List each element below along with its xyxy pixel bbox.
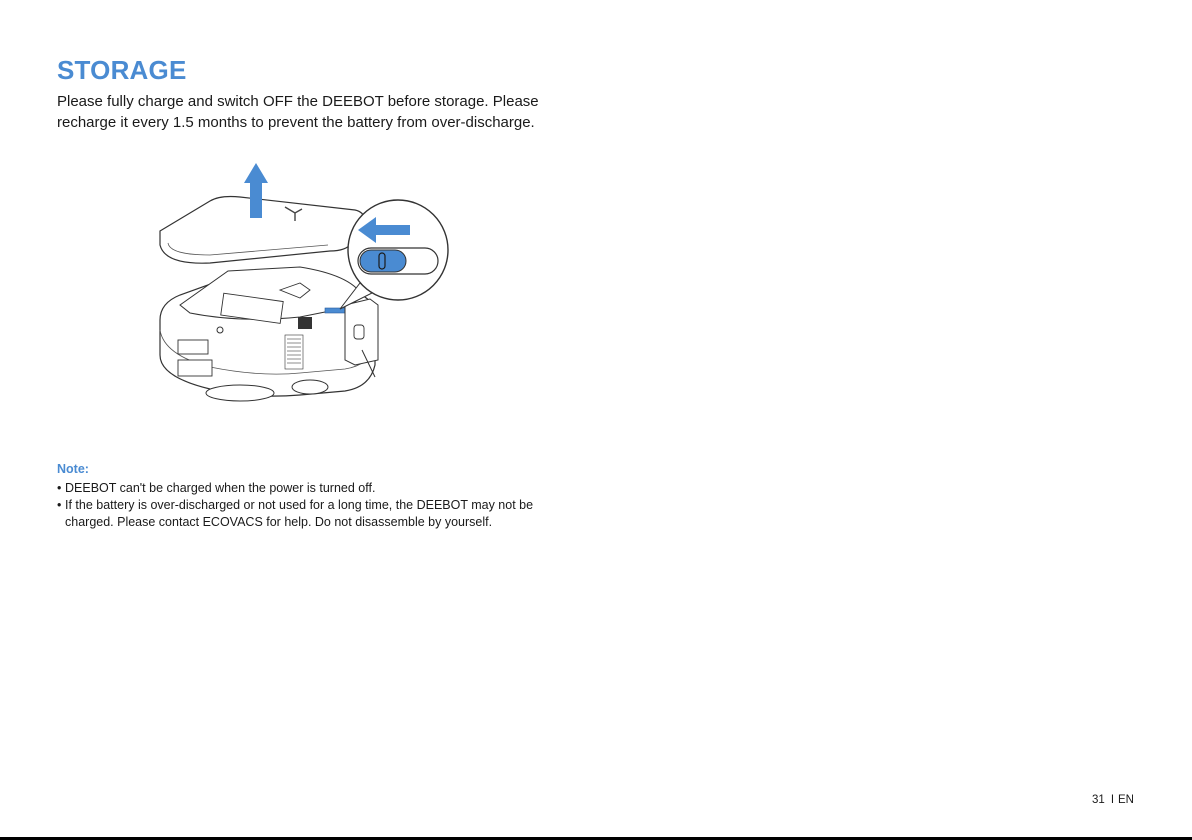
page-footer	[1092, 794, 1134, 806]
page-title: STORAGE	[57, 55, 187, 85]
note-item: • If the battery is over-discharged or not used for a long time, the DEEBOT may not be charged. Please contact ECOVACS for help. Do not disassemble by yourself.	[57, 497, 577, 531]
side-module	[345, 299, 378, 365]
note-heading: Note:	[57, 462, 89, 476]
power-switch-icon	[358, 248, 438, 274]
language-code: EN	[1118, 794, 1134, 806]
note-list	[57, 480, 577, 531]
page-number: 31	[1092, 794, 1105, 806]
robot-qr-code	[298, 317, 312, 329]
footer-separator: I	[1110, 794, 1115, 806]
robot-illustration-svg	[150, 155, 460, 415]
note-item: • DEEBOT can't be charged when the power is turned off.	[57, 480, 577, 497]
robot-switch-marker	[325, 308, 345, 313]
intro-paragraph: Please fully charge and switch OFF the DEEBOT before storage. Please recharge it every 1.5 months to prevent the battery from over-discharge.	[57, 93, 539, 131]
storage-illustration	[150, 155, 460, 415]
